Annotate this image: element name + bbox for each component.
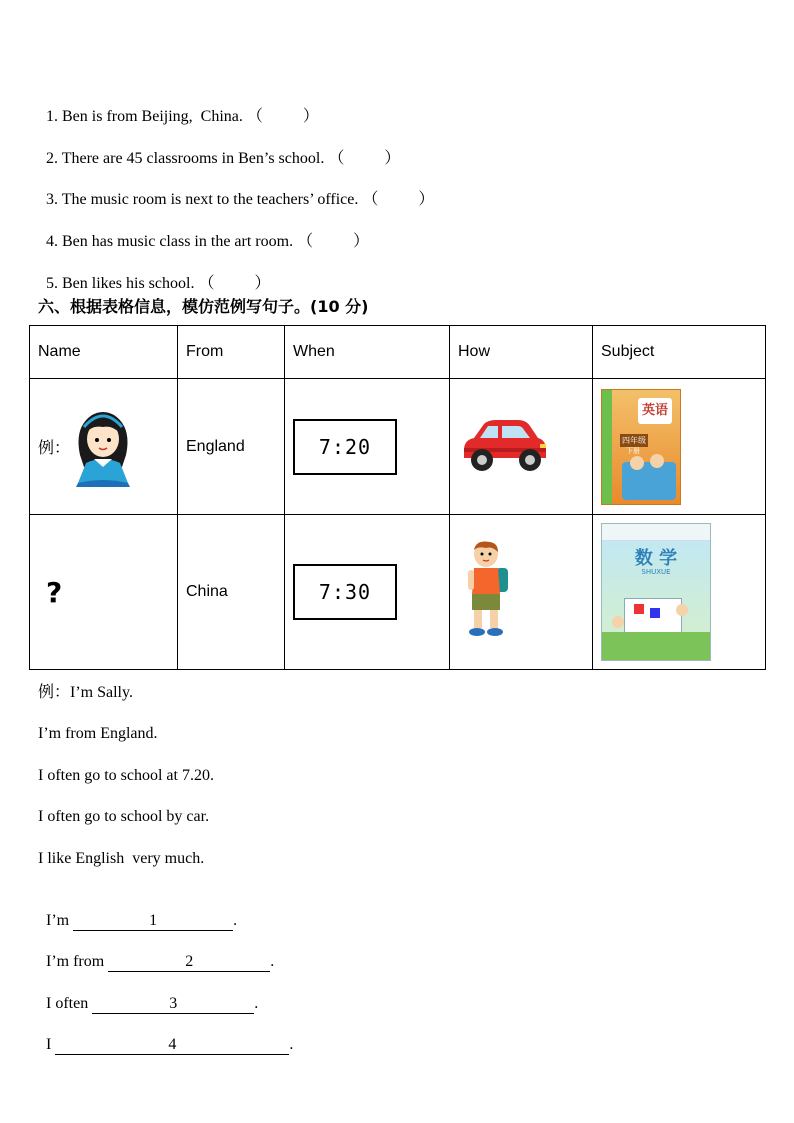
blank-line-2: I’m from 2 . [46, 953, 275, 970]
cell-how [450, 515, 593, 670]
english-book-grade: 四年级 [622, 435, 646, 445]
answer-blank-4[interactable]: 4 [55, 1036, 289, 1055]
question-5: 5. Ben likes his school. （ ） [46, 275, 271, 292]
blank-line-3: I often 3 . [46, 995, 259, 1012]
info-table [29, 325, 766, 670]
math-book-pinyin: SHUXUE [641, 568, 671, 576]
header-when: When [285, 326, 450, 379]
unknown-name-mark: ? [46, 575, 63, 609]
clock-time: 7:30 [293, 564, 397, 620]
english-book-icon [601, 389, 681, 505]
blank-line-1: I’m 1 . [46, 912, 238, 929]
math-book-title: 数 学 [634, 548, 678, 569]
example-line-3: I often go to school at 7.20. [38, 767, 214, 784]
answer-blank-3[interactable]: 3 [92, 995, 254, 1014]
cell-subject [593, 379, 766, 515]
cell-when [285, 515, 450, 670]
cell-name [30, 515, 178, 670]
example-line-4: I often go to school by car. [38, 808, 210, 825]
english-book-title: 英语 [638, 398, 672, 424]
cell-when [285, 379, 450, 515]
table-header-row [30, 326, 766, 379]
answer-blank-2[interactable]: 2 [108, 953, 270, 972]
cell-how [450, 379, 593, 515]
question-2: 2. There are 45 classrooms in Ben’s school. （ ） [46, 150, 401, 167]
question-4: 4. Ben has music class in the art room. （ ） [46, 233, 370, 250]
cell-name [30, 379, 178, 515]
cell-from: China [178, 515, 285, 670]
cell-subject [593, 515, 766, 670]
question-1: 1. Ben is from Beijing, China. （ ） [46, 108, 319, 125]
table-row [30, 515, 766, 670]
table-row [30, 379, 766, 515]
clock-time: 7:20 [293, 419, 397, 475]
example-label: 例： [38, 438, 71, 457]
blank-line-4: I 4 . [46, 1036, 294, 1053]
example-line-1: 例：I’m Sally. [38, 684, 133, 701]
header-subject: Subject [593, 326, 766, 379]
example-line-5: I like English very much. [38, 850, 205, 867]
math-book-icon [601, 523, 711, 661]
english-book-volume: 下册 [626, 446, 640, 455]
answer-blank-1[interactable]: 1 [73, 912, 233, 931]
girl-icon [72, 407, 134, 487]
walking-boy-icon [462, 540, 514, 640]
car-icon [458, 414, 550, 474]
header-how: How [450, 326, 593, 379]
header-name: Name [30, 326, 178, 379]
section-title: 六、根据表格信息，模仿范例写句子。(10 分) [38, 297, 369, 316]
example-line-2: I’m from England. [38, 725, 158, 742]
cell-from: England [178, 379, 285, 515]
question-3: 3. The music room is next to the teachers’ office. （ ） [46, 191, 435, 208]
header-from: From [178, 326, 285, 379]
